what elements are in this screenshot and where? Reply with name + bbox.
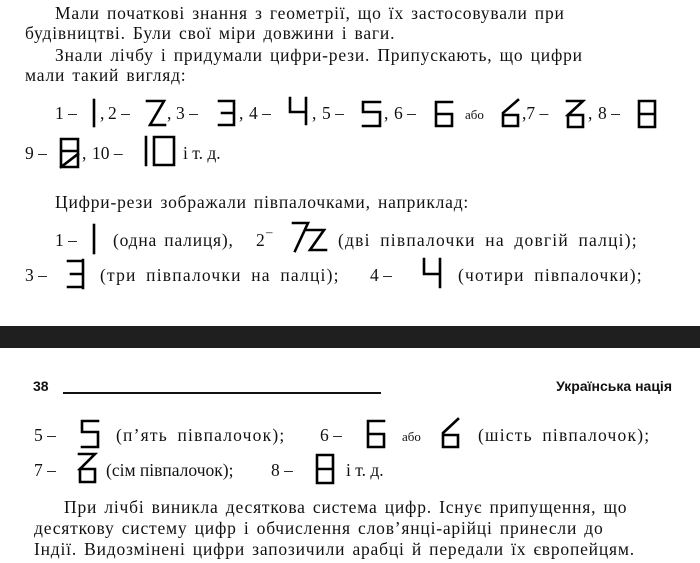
rez-digit-1-icon [88, 98, 100, 128]
numeral-label: 6 – [394, 103, 416, 123]
text-line: Знали лічбу і придумали цифри-рези. Припускають, що цифри [55, 45, 583, 65]
running-title: Українська нація [556, 378, 672, 394]
caption: (дві півпалочки на довгій палці); [338, 230, 638, 250]
separator: , [384, 103, 389, 123]
numeral-label: 3 – [176, 103, 198, 123]
conjunction-or: або [465, 107, 484, 122]
etc-text: і т. д. [346, 460, 384, 480]
caption: (три півпалочки на палці); [100, 265, 340, 285]
rez-digit-2-icon [290, 220, 330, 254]
page-separator-band [0, 326, 700, 348]
separator: , [239, 103, 244, 123]
page-number: 38 [33, 378, 49, 394]
rez-digit-3-icon [65, 258, 87, 290]
numeral-label: 6 – [320, 425, 342, 445]
numeral-label: ,7 – [522, 103, 549, 123]
numeral-label: 9 – [25, 143, 47, 163]
numeral-label: 5 – [322, 103, 344, 123]
rez-digit-5-icon [360, 99, 384, 129]
numeral-label: 5 – [34, 425, 56, 445]
rez-digit-6-icon [364, 418, 388, 450]
rez-digit-4-icon [420, 257, 446, 289]
rez-digit-7-icon [76, 451, 98, 485]
text-line: Цифри-рези зображали півпалочками, наприклад: [55, 192, 470, 212]
rez-digit-8-icon [314, 452, 336, 486]
rez-digit-2-icon [145, 98, 167, 128]
caption: (шість півпалочок); [478, 425, 651, 445]
caption: (сім півпалочок); [106, 460, 234, 480]
text-line: мали такий вигляд: [25, 65, 187, 85]
text-line: десяткову систему цифр і обчислення слов’янці-арійці принесли до [34, 518, 604, 538]
numeral-label: 2 – [108, 103, 130, 123]
text-line: При лічбі виникла десяткова система цифр. Існує припущення, що [64, 497, 628, 517]
rez-digit-6-alt-icon [438, 416, 464, 450]
etc-text: і т. д. [183, 143, 221, 163]
text-line: Мали початкові знання з геометрії, що їх застосовували при [55, 3, 565, 23]
rez-digit-3-icon [216, 98, 238, 128]
numeral-label: 3 – [25, 265, 47, 285]
numeral-label: 1 – [55, 103, 77, 123]
conjunction-or: або [402, 429, 421, 444]
rez-digit-4-icon [286, 96, 312, 126]
rez-digit-6-alt-icon [498, 97, 524, 129]
separator: , [312, 103, 317, 123]
numeral-label: 4 – [249, 103, 271, 123]
caption: (чотири півпалочки); [458, 265, 643, 285]
text-line: Індії. Видозмінені цифри запозичили арабці й передали їх європейцям. [34, 539, 635, 559]
rez-digit-10-icon [140, 134, 180, 168]
rez-digit-8-icon [636, 98, 658, 130]
text-line: будівництві. Були свої міри довжини і ваги. [25, 23, 396, 43]
separator: , [167, 103, 172, 123]
separator: , [82, 143, 87, 163]
numeral-label: 2 [256, 230, 265, 250]
numeral-label: 7 – [34, 460, 56, 480]
rez-digit-7-icon [564, 98, 586, 130]
numeral-label: 8 – [271, 460, 293, 480]
rez-digit-5-icon [78, 418, 102, 450]
dash: – [266, 224, 273, 239]
numeral-label: 1 – [55, 230, 77, 250]
separator: , [588, 103, 593, 123]
lower-page [0, 348, 700, 563]
header-rule [63, 392, 381, 394]
numeral-label: 4 – [370, 265, 392, 285]
numeral-label: 10 – [92, 143, 123, 163]
rez-digit-6-icon [432, 99, 456, 129]
caption: (одна палиця), [113, 230, 234, 250]
separator: , [100, 103, 105, 123]
rez-digit-9-icon [58, 136, 82, 170]
caption: (п’ять півпалочок); [116, 425, 286, 445]
numeral-label: 8 – [598, 103, 620, 123]
rez-digit-1-icon [88, 223, 100, 255]
